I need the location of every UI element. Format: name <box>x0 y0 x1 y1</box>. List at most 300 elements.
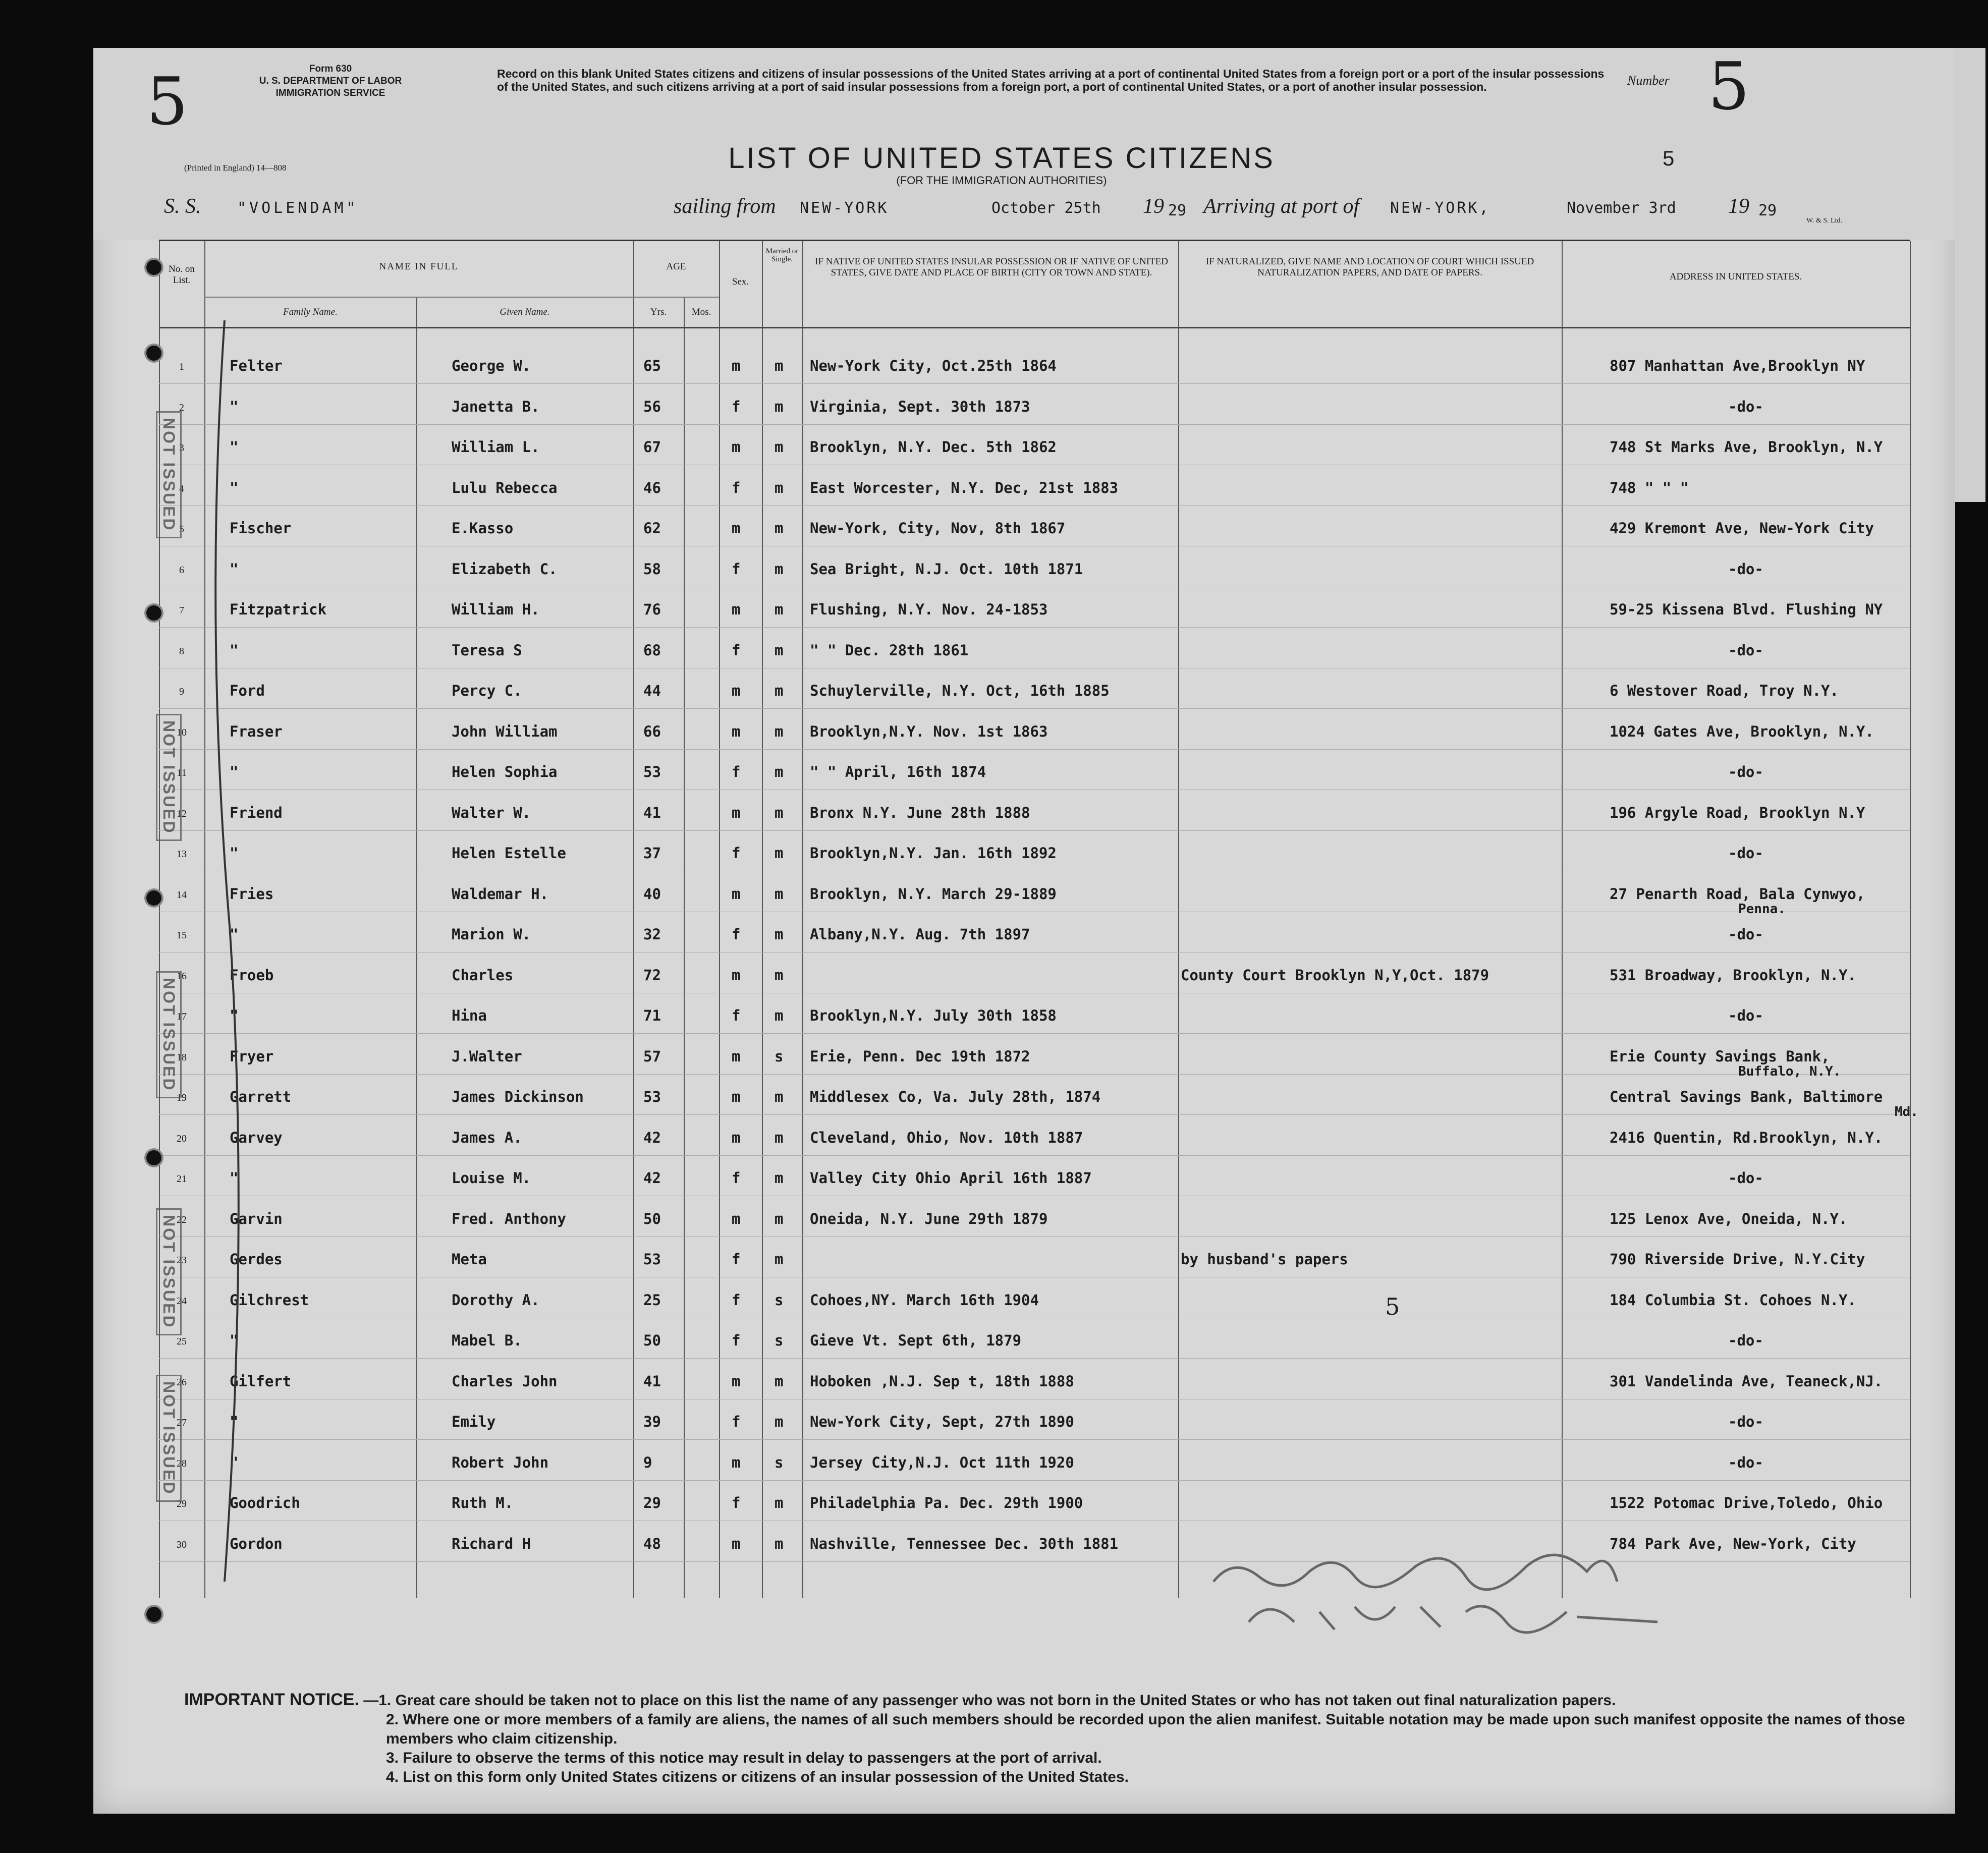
given-name: Louise M. <box>452 1169 531 1187</box>
marital-status: m <box>775 1210 784 1227</box>
family-name: Fischer <box>230 520 292 537</box>
family-name: Gilfert <box>230 1372 292 1390</box>
page-title: LIST OF UNITED STATES CITIZENS <box>728 142 1275 175</box>
address-continued: Penna. <box>1738 901 1786 917</box>
left-margin-number: 5 <box>146 63 188 140</box>
row-number: 12 <box>177 808 187 819</box>
sheet-edge <box>1955 48 1985 502</box>
address: -do- <box>1728 1413 1763 1430</box>
sail-year-prefix: 19 <box>1143 195 1164 218</box>
punch-hole <box>146 260 161 275</box>
ship-name: "VOLENDAM" <box>237 199 359 217</box>
age-years: 72 <box>643 966 661 984</box>
row-number: 6 <box>179 564 184 576</box>
given-name: Elizabeth C. <box>452 560 558 578</box>
age-years: 67 <box>643 438 661 456</box>
punch-hole <box>146 890 161 906</box>
age-years: 50 <box>643 1332 661 1349</box>
address: -do- <box>1728 763 1763 780</box>
row-divider <box>159 749 1910 750</box>
punch-hole <box>146 346 161 361</box>
row-divider <box>159 1155 1910 1156</box>
row-number: 17 <box>177 1011 187 1022</box>
marital-status: m <box>775 1129 784 1146</box>
birth-place-date: Brooklyn,N.Y. July 30th 1858 <box>810 1007 1057 1024</box>
birth-place-date: East Worcester, N.Y. Dec, 21st 1883 <box>810 479 1119 496</box>
row-number: 3 <box>179 442 184 454</box>
address: -do- <box>1728 1007 1763 1024</box>
given-name: E.Kasso <box>452 520 514 537</box>
marital-status: m <box>775 560 784 578</box>
sex: f <box>732 1169 741 1187</box>
notice-item-1: —1. Great care should be taken not to place on this list the name of any passenger who was not born in the United States or who has not taken out final naturalization papers. <box>363 1692 1616 1709</box>
service: IMMIGRATION SERVICE <box>275 88 385 98</box>
col-line <box>1178 241 1179 1598</box>
age-years: 37 <box>643 845 661 862</box>
address: 1522 Potomac Drive,Toledo, Ohio <box>1610 1494 1883 1511</box>
birth-place-date: Virginia, Sept. 30th 1873 <box>810 398 1030 415</box>
sex: m <box>732 1047 741 1065</box>
important-notice <box>184 1690 1950 1787</box>
address: 531 Broadway, Brooklyn, N.Y. <box>1610 966 1856 984</box>
birth-place-date: New-York, City, Nov, 8th 1867 <box>810 520 1066 537</box>
arriving-label: Arriving at port of <box>1203 195 1360 218</box>
age-years: 53 <box>643 1088 661 1105</box>
naturalization-papers: by husband's papers <box>1181 1251 1348 1268</box>
row-number: 16 <box>177 970 187 982</box>
marital-status: m <box>775 601 784 618</box>
birth-place-date: Cleveland, Ohio, Nov. 10th 1887 <box>810 1129 1083 1146</box>
address: Erie County Savings Bank, <box>1610 1047 1830 1065</box>
row-divider <box>159 424 1910 425</box>
notice-item-2: 2. Where one or more members of a family are aliens, the names of all such members should be recorded upon the alien manifest. Suitable notation may be made upon such manifest opposite the names of those members who claim citizenship. <box>386 1711 1905 1747</box>
address: -do- <box>1728 1332 1763 1349</box>
family-name: Ford <box>230 682 265 699</box>
sex: f <box>732 641 741 659</box>
col-line <box>416 297 417 1598</box>
age-years: 42 <box>643 1129 661 1146</box>
birth-place-date: Sea Bright, N.J. Oct. 10th 1871 <box>810 560 1083 578</box>
address: 301 Vandelinda Ave, Teaneck,NJ. <box>1610 1372 1883 1390</box>
sex: m <box>732 601 741 618</box>
col-line <box>633 241 634 1598</box>
given-name: Teresa S <box>452 641 522 659</box>
age-years: 40 <box>643 885 661 903</box>
col-header-given: Given Name. <box>500 307 550 317</box>
birth-place-date: New-York City, Sept, 27th 1890 <box>810 1413 1074 1430</box>
age-years: 62 <box>643 520 661 537</box>
given-name: George W. <box>452 357 531 374</box>
row-divider <box>159 627 1910 628</box>
address: -do- <box>1728 641 1763 659</box>
birth-place-date: Hoboken ,N.J. Sep t, 18th 1888 <box>810 1372 1074 1390</box>
given-name: James A. <box>452 1129 522 1146</box>
family-name: " <box>230 1169 239 1187</box>
address: 748 St Marks Ave, Brooklyn, N.Y <box>1610 438 1883 456</box>
sex: f <box>732 1332 741 1349</box>
sex: m <box>732 438 741 456</box>
given-name: Helen Estelle <box>452 845 566 862</box>
sex: m <box>732 966 741 984</box>
number-value: 5 <box>1708 48 1750 125</box>
row-number: 7 <box>179 605 184 616</box>
arrival-year-suffix: 29 <box>1758 202 1777 219</box>
not-issued-stamp: NOT ISSUED <box>156 1375 182 1502</box>
row-number: 26 <box>177 1376 187 1388</box>
given-name: James Dickinson <box>452 1088 584 1105</box>
birth-place-date: New-York City, Oct.25th 1864 <box>810 357 1057 374</box>
address: -do- <box>1728 1453 1763 1471</box>
sail-year-suffix: 29 <box>1168 202 1187 219</box>
birth-place-date: Cohoes,NY. March 16th 1904 <box>810 1291 1039 1309</box>
family-name: Felter <box>230 357 283 374</box>
sex: f <box>732 763 741 780</box>
col-header-mos: Mos. <box>691 307 711 317</box>
family-name: " <box>230 1332 239 1349</box>
sex: m <box>732 722 741 740</box>
row-number: 1 <box>179 361 184 372</box>
col-line <box>802 241 803 1598</box>
marital-status: m <box>775 966 784 984</box>
age-years: 58 <box>643 560 661 578</box>
marital-status: m <box>775 1251 784 1268</box>
given-name: Lulu Rebecca <box>452 479 558 496</box>
birth-place-date: Valley City Ohio April 16th 1887 <box>810 1169 1092 1187</box>
given-name: Percy C. <box>452 682 522 699</box>
row-number: 30 <box>177 1539 187 1550</box>
birth-place-date: Jersey City,N.J. Oct 11th 1920 <box>810 1453 1074 1471</box>
printed-note: (Printed in England) 14—808 <box>184 163 287 173</box>
col-header-married: Married or Single. <box>765 247 799 263</box>
family-name: " <box>230 641 239 659</box>
row-number: 28 <box>177 1457 187 1469</box>
given-name: Ruth M. <box>452 1494 514 1511</box>
family-name: " <box>230 1453 239 1471</box>
marital-status: m <box>775 438 784 456</box>
notice-item-4: 4. List on this form only United States citizens or citizens of an insular possession of the United States. <box>386 1769 1129 1785</box>
subheader-line <box>204 297 719 298</box>
marital-status: m <box>775 641 784 659</box>
family-name: Fraser <box>230 722 283 740</box>
age-years: 65 <box>643 357 661 374</box>
birth-place-date: Flushing, N.Y. Nov. 24-1853 <box>810 601 1048 618</box>
family-name: Gordon <box>230 1535 283 1552</box>
col-header-address: ADDRESS IN UNITED STATES. <box>1669 271 1802 282</box>
sex: f <box>732 398 741 415</box>
birth-place-date: Philadelphia Pa. Dec. 29th 1900 <box>810 1494 1083 1511</box>
age-years: 53 <box>643 1251 661 1268</box>
age-years: 32 <box>643 926 661 943</box>
marital-status: m <box>775 1413 784 1430</box>
sex: m <box>732 804 741 821</box>
age-years: 68 <box>643 641 661 659</box>
not-issued-stamp: NOT ISSUED <box>156 1208 182 1335</box>
inspector-signature <box>1203 1536 1708 1647</box>
marital-status: s <box>775 1453 784 1471</box>
given-name: Mabel B. <box>452 1332 522 1349</box>
age-years: 9 <box>643 1453 652 1471</box>
row-number: 27 <box>177 1417 187 1428</box>
marital-status: m <box>775 1535 784 1552</box>
not-issued-stamp: NOT ISSUED <box>156 971 182 1098</box>
given-name: Charles <box>452 966 514 984</box>
birth-place-date: Albany,N.Y. Aug. 7th 1897 <box>810 926 1030 943</box>
col-header-naturalized: IF NATURALIZED, GIVE NAME AND LOCATION OF COURT WHICH ISSUED NATURALIZATION PAPERS, AND DATE OF PAPERS. <box>1205 256 1534 278</box>
marital-status: m <box>775 1494 784 1511</box>
row-divider <box>159 830 1910 831</box>
manifest-sheet <box>93 48 1955 1814</box>
marital-status: m <box>775 1169 784 1187</box>
notice-item-3: 3. Failure to observe the terms of this notice may result in delay to passengers at the port of arrival. <box>386 1750 1102 1766</box>
age-years: 46 <box>643 479 661 496</box>
row-number: 19 <box>177 1092 187 1103</box>
birth-place-date: Oneida, N.Y. June 29th 1879 <box>810 1210 1048 1227</box>
row-number: 9 <box>179 686 184 697</box>
arrival-date: November 3rd <box>1567 199 1676 217</box>
given-name: Dorothy A. <box>452 1291 540 1309</box>
family-name: Goodrich <box>230 1494 300 1511</box>
row-number: 10 <box>177 726 187 738</box>
birth-place-date: Nashville, Tennessee Dec. 30th 1881 <box>810 1535 1119 1552</box>
age-years: 56 <box>643 398 661 415</box>
birth-place-date: Gieve Vt. Sept 6th, 1879 <box>810 1332 1022 1349</box>
marital-status: s <box>775 1291 784 1309</box>
col-line <box>719 241 720 1598</box>
marital-status: m <box>775 926 784 943</box>
marital-status: m <box>775 1007 784 1024</box>
sailing-from-label: sailing from <box>674 195 776 218</box>
family-name: Fryer <box>230 1047 274 1065</box>
sex: m <box>732 520 741 537</box>
sex: f <box>732 1413 741 1430</box>
row-divider <box>159 1439 1910 1440</box>
sex: m <box>732 1129 741 1146</box>
family-name: " <box>230 1007 239 1024</box>
marital-status: m <box>775 804 784 821</box>
row-number: 13 <box>177 849 187 860</box>
address: 1024 Gates Ave, Brooklyn, N.Y. <box>1610 722 1874 740</box>
given-name: J.Walter <box>452 1047 522 1065</box>
row-divider <box>159 1114 1910 1115</box>
sex: m <box>732 357 741 374</box>
husband-papers-number: 5 <box>1385 1293 1400 1320</box>
birth-place-date: Schuylerville, N.Y. Oct, 16th 1885 <box>810 682 1110 699</box>
family-name: Fitzpatrick <box>230 601 327 618</box>
record-instructions: Record on this blank United States citizens and citizens of insular possessions of the United States arriving at a port of continental United States from a foreign port or a port of the insular possessions of the United States, and such citizens arriving at a port of said insular possessions from a foreign port, a port of continental United States, or a port of another insular possession. <box>497 67 1605 93</box>
address: -do- <box>1728 1169 1763 1187</box>
address: 784 Park Ave, New-York, City <box>1610 1535 1856 1552</box>
sex: f <box>732 479 741 496</box>
given-name: Hina <box>452 1007 487 1024</box>
ship-prefix: S. S. <box>164 195 201 218</box>
family-name: Gilchrest <box>230 1291 309 1309</box>
birth-place-date: Bronx N.Y. June 28th 1888 <box>810 804 1030 821</box>
address: 59-25 Kissena Blvd. Flushing NY <box>1610 601 1883 618</box>
row-number: 15 <box>177 930 187 941</box>
sex: m <box>732 1453 741 1471</box>
marital-status: m <box>775 885 784 903</box>
age-years: 29 <box>643 1494 661 1511</box>
arrival-port: NEW-YORK, <box>1390 199 1490 217</box>
row-divider <box>159 708 1910 709</box>
age-years: 42 <box>643 1169 661 1187</box>
number-label: Number <box>1627 73 1670 88</box>
sex: m <box>732 1372 741 1390</box>
given-name: William H. <box>452 601 540 618</box>
given-name: Marion W. <box>452 926 531 943</box>
row-divider <box>159 383 1910 384</box>
department: U. S. DEPARTMENT OF LABOR <box>259 76 402 86</box>
address: 790 Riverside Drive, N.Y.City <box>1610 1251 1865 1268</box>
row-number: 5 <box>179 524 184 535</box>
row-number: 25 <box>177 1336 187 1347</box>
notice-label: IMPORTANT NOTICE. <box>184 1690 359 1709</box>
address: Central Savings Bank, Baltimore <box>1610 1088 1883 1105</box>
family-name: " <box>230 479 239 496</box>
given-name: Helen Sophia <box>452 763 558 780</box>
col-header-sex: Sex. <box>732 276 749 287</box>
header-bottom-line <box>159 327 1910 328</box>
address: 429 Kremont Ave, New-York City <box>1610 520 1874 537</box>
col-line <box>684 297 685 1598</box>
row-divider <box>159 1033 1910 1034</box>
given-name: Waldemar H. <box>452 885 549 903</box>
family-name: " <box>230 438 239 456</box>
punch-hole <box>146 1150 161 1165</box>
marital-status: m <box>775 845 784 862</box>
given-name: John William <box>452 722 558 740</box>
given-name: Emily <box>452 1413 496 1430</box>
family-name: Gerdes <box>230 1251 283 1268</box>
sex: m <box>732 885 741 903</box>
punch-hole <box>146 605 161 621</box>
address: 2416 Quentin, Rd.Brooklyn, N.Y. <box>1610 1129 1883 1146</box>
address: 27 Penarth Road, Bala Cynwyo, <box>1610 885 1865 903</box>
col-header-no: No. on List. <box>169 264 195 286</box>
marital-status: m <box>775 763 784 780</box>
sex: m <box>732 1210 741 1227</box>
passenger-table <box>159 240 1918 1598</box>
not-issued-stamp: NOT ISSUED <box>156 714 182 841</box>
family-name: Garrett <box>230 1088 292 1105</box>
sex: f <box>732 1007 741 1024</box>
birth-place-date: Brooklyn,N.Y. Nov. 1st 1863 <box>810 722 1048 740</box>
row-number: 8 <box>179 645 184 657</box>
given-name: William L. <box>452 438 540 456</box>
margin-bracket-line <box>194 320 265 1607</box>
age-years: 71 <box>643 1007 661 1024</box>
family-name: " <box>230 763 239 780</box>
col-header-age: AGE <box>666 261 686 272</box>
birth-place-date: Erie, Penn. Dec 19th 1872 <box>810 1047 1030 1065</box>
address: 125 Lenox Ave, Oneida, N.Y. <box>1610 1210 1848 1227</box>
sex: m <box>732 1088 741 1105</box>
sex: f <box>732 560 741 578</box>
address: 748 " " " <box>1610 479 1689 496</box>
sex: f <box>732 1291 741 1309</box>
birth-place-date: " " Dec. 28th 1861 <box>810 641 969 659</box>
col-header-family: Family Name. <box>283 307 338 317</box>
row-number: 2 <box>179 402 184 413</box>
age-years: 50 <box>643 1210 661 1227</box>
birth-place-date: Brooklyn,N.Y. Jan. 16th 1892 <box>810 845 1057 862</box>
marital-status: s <box>775 1047 784 1065</box>
row-number: 20 <box>177 1133 187 1144</box>
row-divider <box>159 1358 1910 1359</box>
family-name: " <box>230 560 239 578</box>
birth-place-date: " " April, 16th 1874 <box>810 763 986 780</box>
given-name: Robert John <box>452 1453 549 1471</box>
form-number: Form 630 <box>309 64 352 74</box>
marital-status: m <box>775 722 784 740</box>
col-line <box>762 241 763 1598</box>
sail-date: October 25th <box>991 199 1101 217</box>
not-issued-stamp: NOT ISSUED <box>156 411 182 538</box>
form-block <box>240 63 421 99</box>
given-name: Charles John <box>452 1372 558 1390</box>
sex: f <box>732 1251 741 1268</box>
row-number: 21 <box>177 1173 187 1185</box>
address: 807 Manhattan Ave,Brooklyn NY <box>1610 357 1865 374</box>
row-number: 24 <box>177 1295 187 1307</box>
sex: f <box>732 845 741 862</box>
family-name: Garvey <box>230 1129 283 1146</box>
age-years: 41 <box>643 1372 661 1390</box>
family-name: " <box>230 1413 239 1430</box>
arrival-year-prefix: 19 <box>1728 195 1749 218</box>
family-name: Froeb <box>230 966 274 984</box>
page-subtitle: (FOR THE IMMIGRATION AUTHORITIES) <box>896 174 1107 187</box>
family-name: " <box>230 926 239 943</box>
punch-hole <box>146 1607 161 1622</box>
address: 6 Westover Road, Troy N.Y. <box>1610 682 1839 699</box>
family-name: " <box>230 398 239 415</box>
marital-status: m <box>775 357 784 374</box>
row-number: 23 <box>177 1255 187 1266</box>
row-number: 22 <box>177 1214 187 1225</box>
sex: f <box>732 926 741 943</box>
family-name: Fries <box>230 885 274 903</box>
address: -do- <box>1728 926 1763 943</box>
row-number: 18 <box>177 1051 187 1063</box>
marital-status: m <box>775 682 784 699</box>
age-years: 41 <box>643 804 661 821</box>
address-continued: Md. <box>1895 1104 1918 1119</box>
address: -do- <box>1728 560 1763 578</box>
birth-place-date: Brooklyn, N.Y. Dec. 5th 1862 <box>810 438 1057 456</box>
age-years: 48 <box>643 1535 661 1552</box>
family-name: Friend <box>230 804 283 821</box>
col-header-birth: IF NATIVE OF UNITED STATES INSULAR POSSESSION OR IF NATIVE OF UNITED STATES, GIVE DATE AND PLACE OF BIRTH (CITY OR TOWN AND STATE). <box>815 256 1168 278</box>
given-name: Meta <box>452 1251 487 1268</box>
family-name: " <box>230 845 239 862</box>
address: -do- <box>1728 845 1763 862</box>
age-years: 25 <box>643 1291 661 1309</box>
sex: m <box>732 682 741 699</box>
row-number: 29 <box>177 1498 187 1509</box>
address: 196 Argyle Road, Brooklyn N.Y <box>1610 804 1865 821</box>
sex: m <box>732 1535 741 1552</box>
age-years: 57 <box>643 1047 661 1065</box>
col-header-yrs: Yrs. <box>650 307 667 317</box>
birth-place-date: Brooklyn, N.Y. March 29-1889 <box>810 885 1057 903</box>
address: 184 Columbia St. Cohoes N.Y. <box>1610 1291 1856 1309</box>
address-continued: Buffalo, N.Y. <box>1738 1063 1841 1079</box>
birth-place-date: Middlesex Co, Va. July 28th, 1874 <box>810 1088 1101 1105</box>
marital-status: s <box>775 1332 784 1349</box>
given-name: Janetta B. <box>452 398 540 415</box>
given-name: Walter W. <box>452 804 531 821</box>
